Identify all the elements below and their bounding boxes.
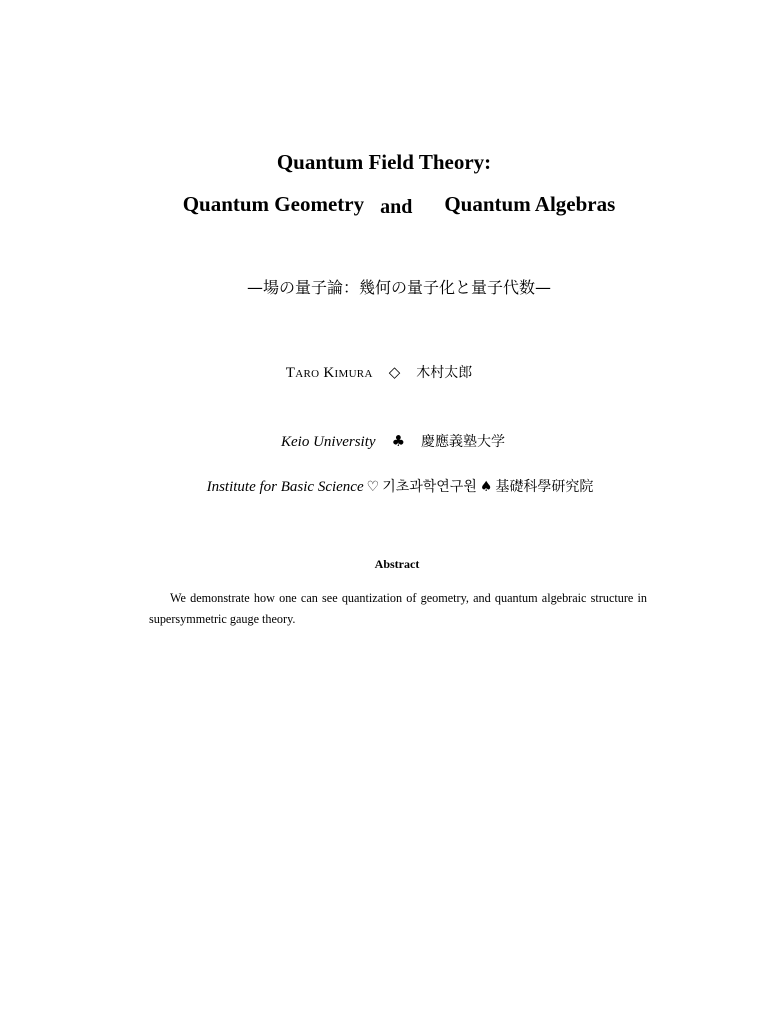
title-part-geometry: Quantum Geometry bbox=[182, 192, 365, 216]
affiliation-name: Institute for Basic Science bbox=[206, 479, 364, 495]
title-and: and bbox=[380, 196, 413, 218]
diamond-symbol: ◇ bbox=[388, 363, 401, 381]
japanese-subtitle: —場の量子論：幾何の量子化と量子代数— bbox=[246, 278, 551, 297]
author-name: Taro Kimura bbox=[285, 365, 373, 381]
title-line-2 bbox=[0, 192, 768, 217]
spade-symbol: ♠ bbox=[479, 479, 493, 495]
affiliation-name-korean: 기초과학연구원 bbox=[382, 479, 477, 495]
title-part-algebras: Quantum Algebras bbox=[444, 192, 616, 216]
title-line-1: Quantum Field Theory: bbox=[276, 150, 492, 174]
author-line bbox=[0, 362, 758, 382]
affiliation-keio bbox=[0, 431, 768, 451]
affiliation-ibs bbox=[0, 476, 768, 496]
affiliation-name-hanja: 基礎科學研究院 bbox=[495, 479, 594, 495]
affiliation-name: Keio University bbox=[280, 434, 376, 450]
author-name-japanese: 木村太郎 bbox=[416, 365, 473, 381]
club-symbol: ♣ bbox=[391, 432, 406, 450]
affiliation-name-japanese: 慶應義塾大学 bbox=[421, 434, 506, 450]
heart-symbol: ♡ bbox=[366, 479, 380, 495]
abstract-text: We demonstrate how one can see quantization of geometry, and quantum algebraic structure in supersymmetric gauge theory. bbox=[149, 591, 647, 626]
abstract-heading: Abstract bbox=[374, 557, 420, 571]
